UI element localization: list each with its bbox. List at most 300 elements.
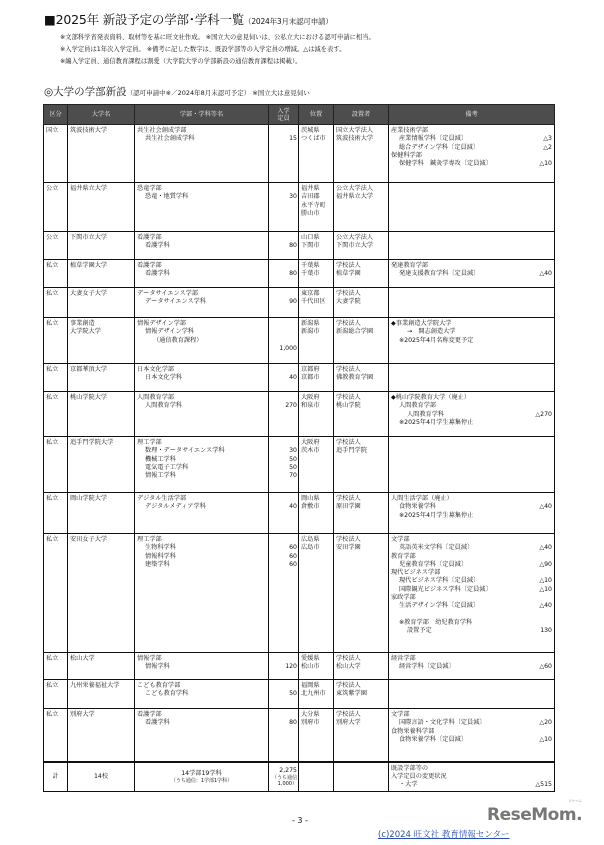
location-line: 京都府 [301,366,320,373]
founder-cell [334,364,389,392]
department-cell [135,125,269,183]
university-name: 事業創造 [70,320,95,327]
university-name-cell [68,653,135,680]
department-line: 情報学部 [137,655,162,662]
section-main: ◎大学の学部新設 [44,86,127,98]
location-line: 福岡県 [301,682,320,689]
total-departments [135,762,269,792]
note-text: 食物栄養学科〔定員減〕 [399,735,468,743]
founder-line: 桃山学院 [336,402,361,410]
founder-line: 東筑紫学園 [336,690,367,698]
founder-line: 学校法人 [336,262,361,269]
note-text: ※2025年4月学生募集停止 [399,511,474,519]
university-name-cell [68,534,135,653]
department-line: 理工学部 [137,536,162,543]
capacity-value: 40 [289,503,297,511]
location-cell [299,125,334,183]
department-line: こども教育学科 [145,690,189,698]
founder-line: 学校法人 [336,394,361,401]
university-name-cell [68,183,135,232]
column-header: 入学 定員 [269,105,299,125]
department-line: 機械工学科 [145,455,176,463]
capacity-value: 70 [289,472,297,480]
founder-cell [334,653,389,680]
kubun-cell: 私立 [44,709,68,762]
note-line [391,728,552,736]
note-line [391,270,552,278]
department-line: 理工学部 [137,439,162,446]
note-value: △10 [539,160,552,168]
table-row [44,125,555,183]
capacity-blank [271,711,297,719]
note-line [391,503,552,511]
note-text: 現代ビジネス学部 [391,569,441,577]
note-text: 国際観光ビジネス学科〔定員減〕 [399,585,492,593]
kubun-cell: 私立 [44,392,68,437]
location-line: 茨城県 [301,127,320,134]
department-line: 看護学部 [137,711,162,718]
founder-line: 大妻学院 [336,298,361,306]
capacity-cell [269,288,299,318]
note-text: ◆事業創造大学院大学 [391,320,452,327]
university-name: 福井県立大学 [70,185,108,192]
table-row [44,493,555,534]
note-line [391,719,552,727]
capacity-cell [269,534,299,653]
founder-line: 下関市立大学 [336,242,374,250]
department-line: 数理・データサイエンス学科 [145,447,225,455]
capacity-blank [271,495,297,503]
department-line: 看護学科 [145,719,170,727]
note-text: 英語英米文学科〔定員減〕 [399,544,474,552]
department-line: データサイエンス学科 [145,298,207,306]
capacity-blank [271,127,297,135]
capacity-value: 40 [289,374,297,382]
logo-subtext: リセマム [568,799,582,803]
note-text: 発達支援教育学科〔定員減〕 [399,270,480,278]
kubun-cell: 国立 [44,125,68,183]
kubun-cell: 私立 [44,534,68,653]
note-line [391,328,552,336]
note-value: △90 [539,560,552,568]
table-row [44,232,555,260]
department-line: 電気電子工学科 [145,463,189,471]
note-line [391,544,552,552]
note-value: △40 [539,503,552,511]
capacity-cell [269,392,299,437]
location-line: 倉敷市 [301,503,320,511]
location-line: 福井県 [301,185,320,192]
department-line: 情報科学科 [145,552,176,560]
capacity-value: 50 [289,690,297,698]
capacity-blank [271,262,297,270]
founder-cell [334,125,389,183]
location-cell [299,260,334,288]
notes-cell [389,534,555,653]
location-line: 和泉市 [301,402,320,410]
university-name: 岡山学院大学 [70,495,108,502]
note-text: 人間教育学科 [407,410,445,418]
department-cell [135,318,269,364]
note-text: 発達教育学部 [391,262,429,269]
capacity-blank [271,337,297,345]
founder-line: 学校法人 [336,320,361,327]
location-line: 千葉市 [301,270,320,278]
location-cell [299,232,334,260]
department-cell [135,653,269,680]
capacity-cell [269,318,299,364]
note-text: 文学部 [391,711,410,718]
notes-cell [389,364,555,392]
capacity-cell [269,437,299,493]
notes-cell [389,288,555,318]
university-name-cell [68,232,135,260]
note-value: △40 [539,602,552,610]
department-cell [135,288,269,318]
founder-line: 学校法人 [336,495,361,502]
note-text: 保健科学部 [391,151,422,159]
note-text: 既設学部等の [391,764,429,772]
note-line [391,160,552,168]
founder-line: 別府大学 [336,719,361,727]
capacity-blank [271,185,297,193]
column-header: 学部・学科等名 [135,105,269,125]
capacity-cell [269,260,299,288]
total-schools: 14校 [68,762,135,792]
founder-line: 学校法人 [336,536,361,543]
note-text: 文学部 [391,536,410,543]
location-line: 北九州市 [301,690,326,698]
capacity-cell [269,709,299,762]
department-line: 看護学科 [145,242,170,250]
notes-cell [389,709,555,762]
note-value: △2 [543,143,552,151]
location-cell [299,183,334,232]
department-cell [135,183,269,232]
department-cell [135,709,269,762]
location-cell [299,364,334,392]
department-cell [135,680,269,709]
university-name-cell [68,125,135,183]
capacity-blank [271,328,297,336]
kubun-cell: 私立 [44,364,68,392]
university-name: 植草学園大学 [70,262,108,269]
founder-line: 福井県立大学 [336,193,374,201]
kubun-cell: 公立 [44,232,68,260]
founder-cell [334,260,389,288]
university-name: 京都華頂大学 [70,366,108,373]
note-line [391,736,552,744]
capacity-blank [271,366,297,374]
note-text: ※教育学部 幼児教育学科 [399,618,473,626]
kubun-cell: 私立 [44,260,68,288]
note-text: 入学定員の変更状況 [391,772,447,780]
column-header: 区分 [44,105,68,125]
department-cell [135,260,269,288]
note-text: 経営学科〔定員減〕 [399,663,455,671]
founder-cell [334,288,389,318]
notes-cell [389,437,555,493]
capacity-blank [271,234,297,242]
note-line [391,611,552,619]
capacity-value: 15 [289,135,297,143]
founder-line: 新潟総合学園 [336,328,374,336]
location-cell [299,493,334,534]
founder-cell [334,680,389,709]
university-name-cell [68,318,135,364]
university-name-cell [68,392,135,437]
founder-line: 筑波技術大学 [336,135,374,143]
university-name: 安田女子大学 [70,536,108,543]
location-line: 京都市 [301,374,320,382]
note-text: ※2025年4月名称変更予定 [399,336,474,344]
department-line: （通信教育課程） [153,336,203,344]
note-text: 産業情報学科〔定員減〕 [399,135,468,143]
capacity-value: 1,000 [279,344,297,352]
note-value: △515 [535,781,552,789]
location-cell [299,709,334,762]
note-value: △10 [539,577,552,585]
page-title [44,10,333,28]
note-line [391,152,552,160]
department-line: デジタル生活学部 [137,495,187,502]
notes-cell [389,762,555,792]
location-line: 新潟県 [301,320,320,327]
department-line: 恐竜・地質学科 [145,193,189,201]
founder-line: 追手門学院 [336,447,367,455]
department-line: 生物科学科 [145,544,176,552]
university-name: 筑波技術大学 [70,127,108,134]
note-line [391,765,552,773]
note-line [391,411,552,419]
location-line: 永平寺町 [301,201,326,209]
note-line [391,602,552,610]
university-name: 下関市立大学 [70,234,108,241]
capacity-cell [269,232,299,260]
note-line [391,337,552,345]
capacity-blank [271,655,297,663]
capacity-cell [269,364,299,392]
location-line: 松山市 [301,663,320,671]
note-line [391,144,552,152]
note-value: △20 [539,719,552,727]
note-text: 家政学部 [391,594,416,602]
notes-cell [389,653,555,680]
note-text: 経営学部 [391,655,416,662]
notes-cell [389,183,555,232]
founder-line: 佛教教育学園 [336,374,374,382]
location-cell [299,653,334,680]
capacity-value: 80 [289,270,297,278]
table-row [44,364,555,392]
capacity-blank [271,394,297,402]
capacity-cell [269,680,299,709]
location-cell [299,437,334,493]
capacity-value: 60 [289,544,297,552]
kubun-cell: 私立 [44,437,68,493]
department-line: こども教育学部 [137,682,181,689]
total-depts: 14学部19学科 [181,769,222,777]
university-name-cell [68,709,135,762]
university-name: 大学院大学 [70,328,101,336]
table-row [44,288,555,318]
founder-cell [334,183,389,232]
department-line: 共生社会創成学部 [137,127,187,134]
kubun-cell: 私立 [44,493,68,534]
founder-cell [334,232,389,260]
department-line: 日本文化学部 [137,366,175,373]
note-line [391,561,552,569]
kubun-cell: 私立 [44,318,68,364]
department-line: 看護学部 [137,262,162,269]
location-line: 東京都 [301,290,320,297]
note-text: 食物栄養学科 [399,503,437,511]
total-location-empty [299,762,334,792]
column-header: 設置者 [334,105,389,125]
note: ※文部科学省発表資料、取材等を基に旺文社作成。 ※国立大の意見伺いは、公私立大における認可申請に相当。 [60,34,375,41]
location-line: 愛媛県 [301,655,320,662]
location-cell [299,392,334,437]
capacity-blank [271,439,297,447]
capacity-cell [269,653,299,680]
table-row [44,534,555,653]
location-line: 新潟市 [301,328,320,336]
department-cell [135,437,269,493]
university-name-cell [68,260,135,288]
column-header: 位置 [299,105,334,125]
note-text: 現代ビジネス学科〔定員減〕 [399,577,480,585]
capacity-value: 60 [289,560,297,568]
university-name: 九州栄養福祉大学 [70,682,120,689]
total-cap: 2,275 [279,766,297,774]
founder-line: 学校法人 [336,439,361,446]
note-text: 産業技術学部 [391,127,429,134]
column-header: 備考 [389,105,555,125]
department-cell [135,493,269,534]
page-number: - 3 - [292,816,308,825]
total-cap-sub: （うち通信 [271,775,297,782]
capacity-value: 30 [289,447,297,455]
founder-line: 学校法人 [336,655,361,662]
note-line [391,419,552,427]
note-line [391,512,552,520]
table-row [44,183,555,232]
location-line: 茨木市 [301,447,320,455]
university-name-cell [68,437,135,493]
notes-cell [389,680,555,709]
department-cell [135,364,269,392]
department-line: 看護学科 [145,270,170,278]
location-cell [299,318,334,364]
founder-line: 学校法人 [336,682,361,689]
table-row [44,260,555,288]
table-row [44,318,555,364]
note-text: ※2025年4月学生募集停止 [399,418,474,426]
department-line: 日本文化学科 [145,374,183,382]
capacity-value: 120 [285,663,297,671]
note-value: △3 [543,135,552,143]
university-name: 大妻女子大学 [70,290,108,297]
total-label: 計 [44,762,68,792]
department-line: 人間教育学科 [145,402,183,410]
note-value: △10 [539,735,552,743]
note-text: → 開志創造大学 [407,328,456,336]
note-value: △60 [539,663,552,671]
new-faculties-table [43,104,555,792]
department-cell [135,534,269,653]
note-text: 人間教育学部 [399,402,437,410]
founder-cell [334,493,389,534]
section-heading [44,84,310,99]
table-row [44,653,555,680]
column-header: 大学名 [68,105,135,125]
note-text: 保健学科 鍼灸学専攻〔定員減〕 [399,160,492,168]
note-value: △40 [539,544,552,552]
note-text: 生活デザイン学科〔定員減〕 [399,602,480,610]
capacity-value: 50 [289,455,297,463]
note-text: ・大学 [399,781,418,789]
kubun-cell: 私立 [44,680,68,709]
capacity-blank [271,682,297,690]
department-line: 人間教育学部 [137,394,175,401]
founder-line: 国立大学法人 [336,127,374,134]
total-capacity [269,762,299,792]
resemom-logo: ReseMom. [487,805,583,825]
department-line: デジタルメディア学科 [145,503,206,511]
note-text: 児童教育学科〔定員減〕 [399,560,468,568]
department-line: 恐竜学部 [137,185,162,192]
note: ※入学定員は1年次入学定員。 ※備考に記した数字は、既設学部等の入学定員の増減。△は減を表す。 [60,46,346,54]
university-name: 松山大学 [70,655,95,662]
university-name: 桃山学院大学 [70,394,108,401]
founder-cell [334,437,389,493]
note-line [391,627,552,635]
department-line: 情報学科 [145,663,170,671]
capacity-cell [269,125,299,183]
location-cell [299,680,334,709]
copyright-link[interactable]: (c)2024 旺文社 教育情報センター [378,830,510,840]
location-line: 山口県 [301,234,320,241]
founder-line: 学校法人 [336,711,361,718]
department-line [137,345,266,353]
capacity-value: 90 [289,298,297,306]
capacity-blank [271,536,297,544]
notes [60,32,375,69]
note-line [391,402,552,410]
location-line: 別府市 [301,719,320,727]
table-row [44,709,555,762]
location-line: 吉田郡 [301,193,320,201]
notes-cell [389,260,555,288]
capacity-value: 270 [285,402,297,410]
note-line [391,663,552,671]
founder-line: 原田学園 [336,503,361,511]
note-text: 設置予定 [407,627,432,635]
total-cap-sub: 1,000） [277,781,297,788]
location-line: つくば市 [301,135,326,143]
location-cell [299,534,334,653]
founder-cell [334,709,389,762]
section-sub: （認可申請中※／2024年8月末認可予定） ※国立大は意見伺い [126,89,310,97]
capacity-blank [271,290,297,298]
note-text: 教育学部 [391,552,416,560]
notes-cell [389,493,555,534]
note-value: △270 [535,410,552,418]
capacity-value: 60 [289,552,297,560]
location-line: 勝山市 [301,209,320,217]
location-line: 大分県 [301,711,320,718]
location-line: 千葉県 [301,262,320,269]
